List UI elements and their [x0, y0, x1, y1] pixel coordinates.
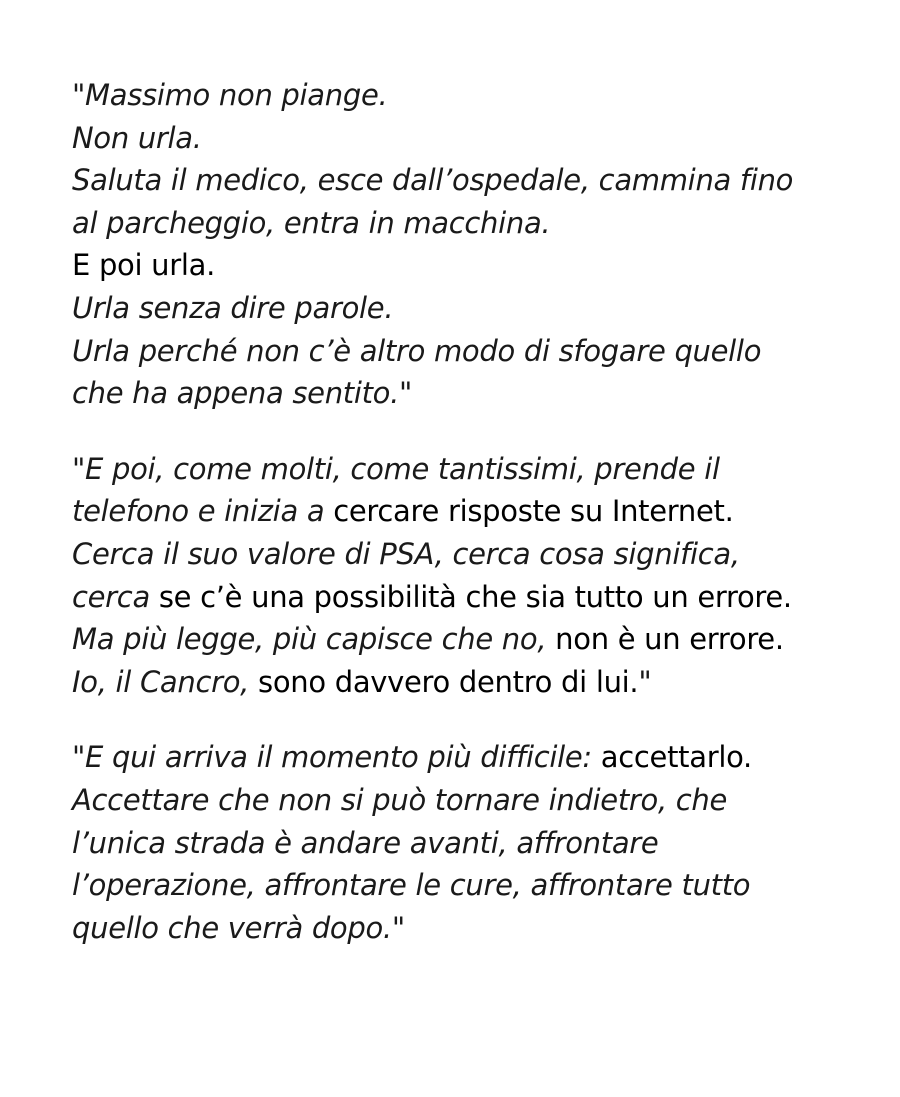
quote-paragraph	[72, 448, 862, 704]
emphasized-text: se c’è una possibilità che sia tutto un errore.	[158, 579, 792, 614]
body-text: "Massimo non piange.	[72, 78, 388, 112]
text-line	[72, 330, 862, 373]
text-line	[72, 490, 862, 533]
body-text: Io, il Cancro,	[72, 664, 259, 699]
text-line	[72, 736, 862, 779]
text-line	[72, 448, 862, 491]
text-line	[72, 244, 862, 287]
text-line	[72, 159, 862, 202]
text-line	[72, 576, 862, 619]
body-text: Accettare che non si può tornare indietro, che	[72, 782, 728, 817]
body-text: Urla perché non c’è altro modo di sfogare quello	[72, 333, 762, 368]
emphasized-text: non è un errore.	[555, 622, 784, 657]
text-line	[72, 287, 862, 330]
text-line	[72, 533, 862, 576]
text-line	[72, 864, 862, 907]
body-text: che ha appena sentito."	[72, 376, 413, 411]
text-line	[72, 372, 862, 415]
body-text: al parcheggio, entra in macchina.	[72, 205, 551, 240]
body-text: telefono e inizia a	[72, 494, 334, 529]
text-line	[72, 822, 862, 865]
quote-paragraph	[72, 736, 862, 949]
body-text: l’operazione, affrontare le cure, affrontare tutto	[72, 868, 751, 903]
text-line	[72, 117, 862, 160]
text-line	[72, 907, 862, 950]
body-text: "E poi, come molti, come tantissimi, prende il	[72, 451, 720, 486]
emphasized-text: cercare risposte su Internet.	[333, 494, 734, 529]
emphasized-text: E poi urla.	[72, 248, 216, 283]
emphasized-text: sono davvero dentro di lui.	[258, 664, 639, 699]
body-text: l’unica strada è andare avanti, affrontare	[72, 825, 659, 860]
text-line	[72, 202, 862, 245]
body-text: Urla senza dire parole.	[72, 290, 394, 325]
text-line	[72, 661, 862, 704]
text-line	[72, 779, 862, 822]
body-text: quello che verrà dopo."	[72, 910, 405, 945]
body-text: cerca	[72, 579, 159, 614]
emphasized-text: accettarlo.	[600, 740, 752, 775]
body-text: "E qui arriva il momento più difficile:	[72, 740, 601, 775]
quote-document	[72, 74, 862, 982]
body-text: Ma più legge, più capisce che no,	[72, 622, 556, 657]
body-text: Cerca il suo valore di PSA, cerca cosa significa,	[72, 536, 740, 571]
text-line	[72, 74, 862, 117]
body-text: "	[638, 664, 652, 699]
text-line	[72, 618, 862, 661]
body-text: Saluta il medico, esce dall’ospedale, cammina fino	[72, 163, 794, 198]
body-text: Non urla.	[72, 120, 202, 155]
quote-paragraph	[72, 74, 862, 415]
